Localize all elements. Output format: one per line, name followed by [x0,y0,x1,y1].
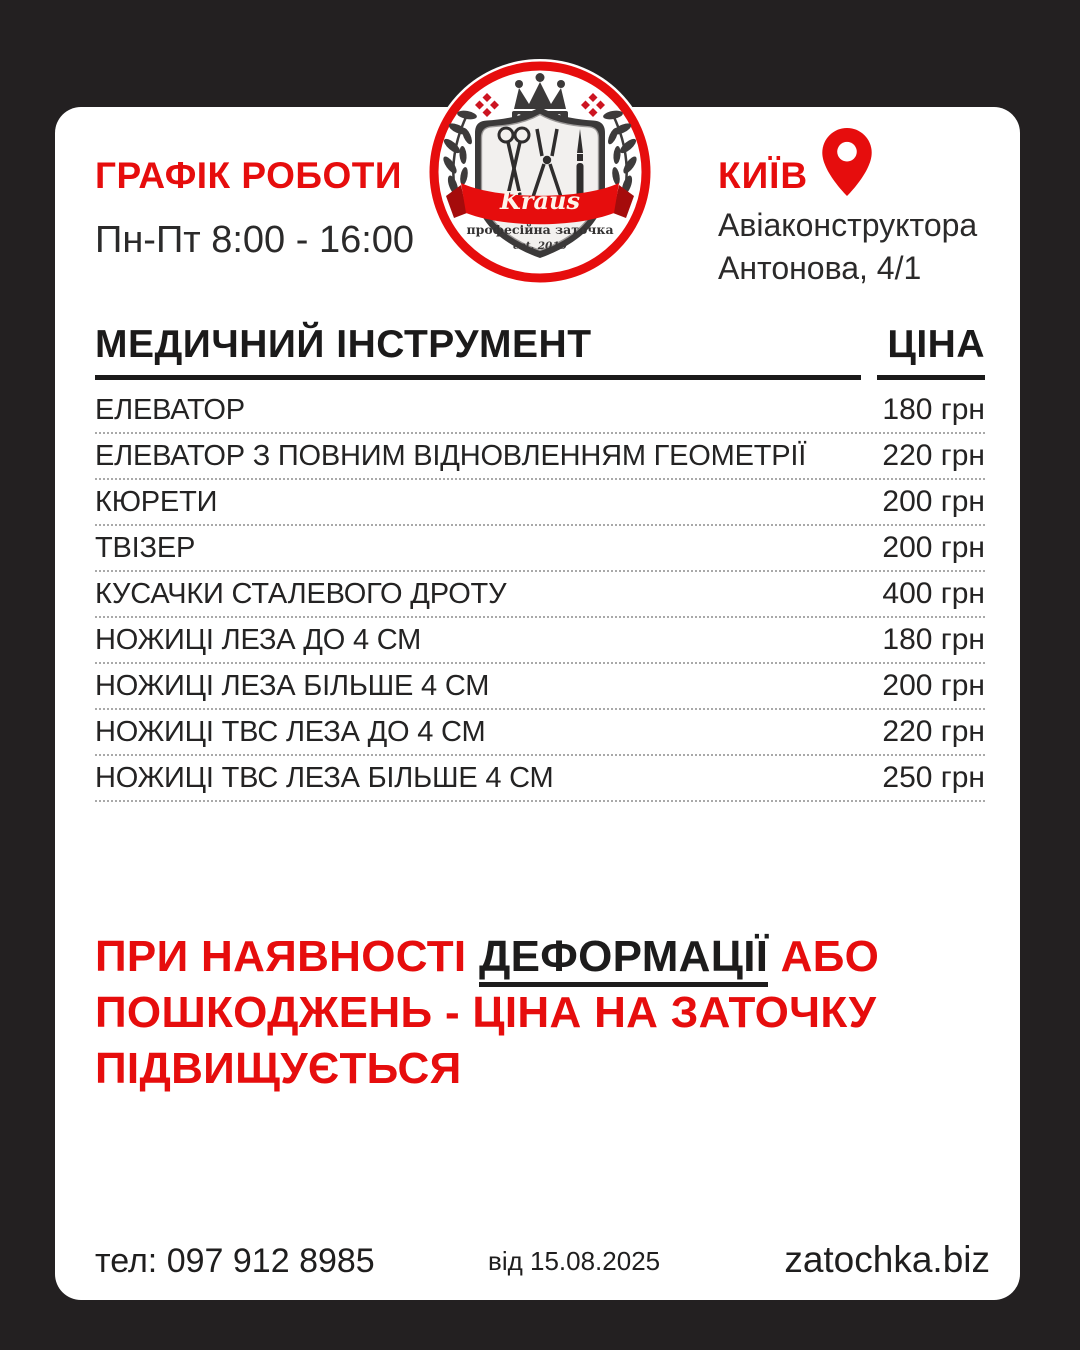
address [718,204,977,290]
column-header-item: МЕДИЧНИЙ ІНСТРУМЕНТ [95,323,861,380]
logo-tagline: професійна заточка [466,222,614,237]
price-table-rows [95,388,985,802]
logo-brand-text: Kraus [499,186,581,215]
table-row [95,434,985,480]
table-row [95,756,985,802]
phone [95,1242,375,1281]
table-row [95,480,985,526]
warning-text [95,929,1015,1097]
website: zatochka.biz [784,1239,990,1280]
item-price: 220 грн [882,439,985,472]
map-pin-icon [821,127,873,197]
phone-number: 097 912 8985 [166,1242,375,1280]
schedule-hours: Пн-Пт 8:00 - 16:00 [95,219,415,261]
item-name: НОЖИЦІ ЛЕЗА ДО 4 СМ [95,623,422,656]
item-name: ТВІЗЕР [95,531,196,564]
table-row [95,664,985,710]
item-name: НОЖИЦІ ТВС ЛЕЗА ДО 4 СМ [95,715,486,748]
warning-segment: АБО ПОШКОДЖЕНЬ - ЦІНА НА ЗАТОЧКУ ПІДВИЩУЄТЬСЯ [95,932,880,1093]
item-price: 180 грн [882,623,985,656]
item-name: ЕЛЕВАТОР [95,393,245,426]
brand-logo [425,57,655,287]
logo-established: est. 2010 [513,240,567,252]
warning-segment: ПРИ НАЯВНОСТІ [95,932,479,981]
item-price: 180 грн [882,393,985,426]
item-name: ЕЛЕВАТОР З ПОВНИМ ВІДНОВЛЕННЯМ ГЕОМЕТРІЇ [95,439,807,472]
warning-segment: ДЕФОРМАЦІЇ [479,932,768,987]
item-name: НОЖИЦІ ТВС ЛЕЗА БІЛЬШЕ 4 СМ [95,761,554,794]
price-table-header [95,323,985,380]
column-header-price: ЦІНА [877,323,985,380]
item-name: НОЖИЦІ ЛЕЗА БІЛЬШЕ 4 СМ [95,669,490,702]
phone-label: тел: [95,1242,158,1280]
item-price: 400 грн [882,577,985,610]
item-price: 200 грн [882,669,985,702]
item-price: 250 грн [882,761,985,794]
item-price: 200 грн [882,531,985,564]
table-row [95,710,985,756]
item-name: КУСАЧКИ СТАЛЕВОГО ДРОТУ [95,577,507,610]
address-line-2: Антонова, 4/1 [718,250,922,286]
address-line-1: Авіаконструктора [718,207,978,243]
table-row [95,572,985,618]
table-row [95,618,985,664]
item-price: 220 грн [882,715,985,748]
table-row [95,388,985,434]
price-date: від 15.08.2025 [488,1246,661,1276]
city-label: КИЇВ [718,155,809,196]
item-price: 200 грн [882,485,985,518]
table-row [95,526,985,572]
item-name: КЮРЕТИ [95,485,218,518]
schedule-title: ГРАФІК РОБОТИ [95,155,402,196]
